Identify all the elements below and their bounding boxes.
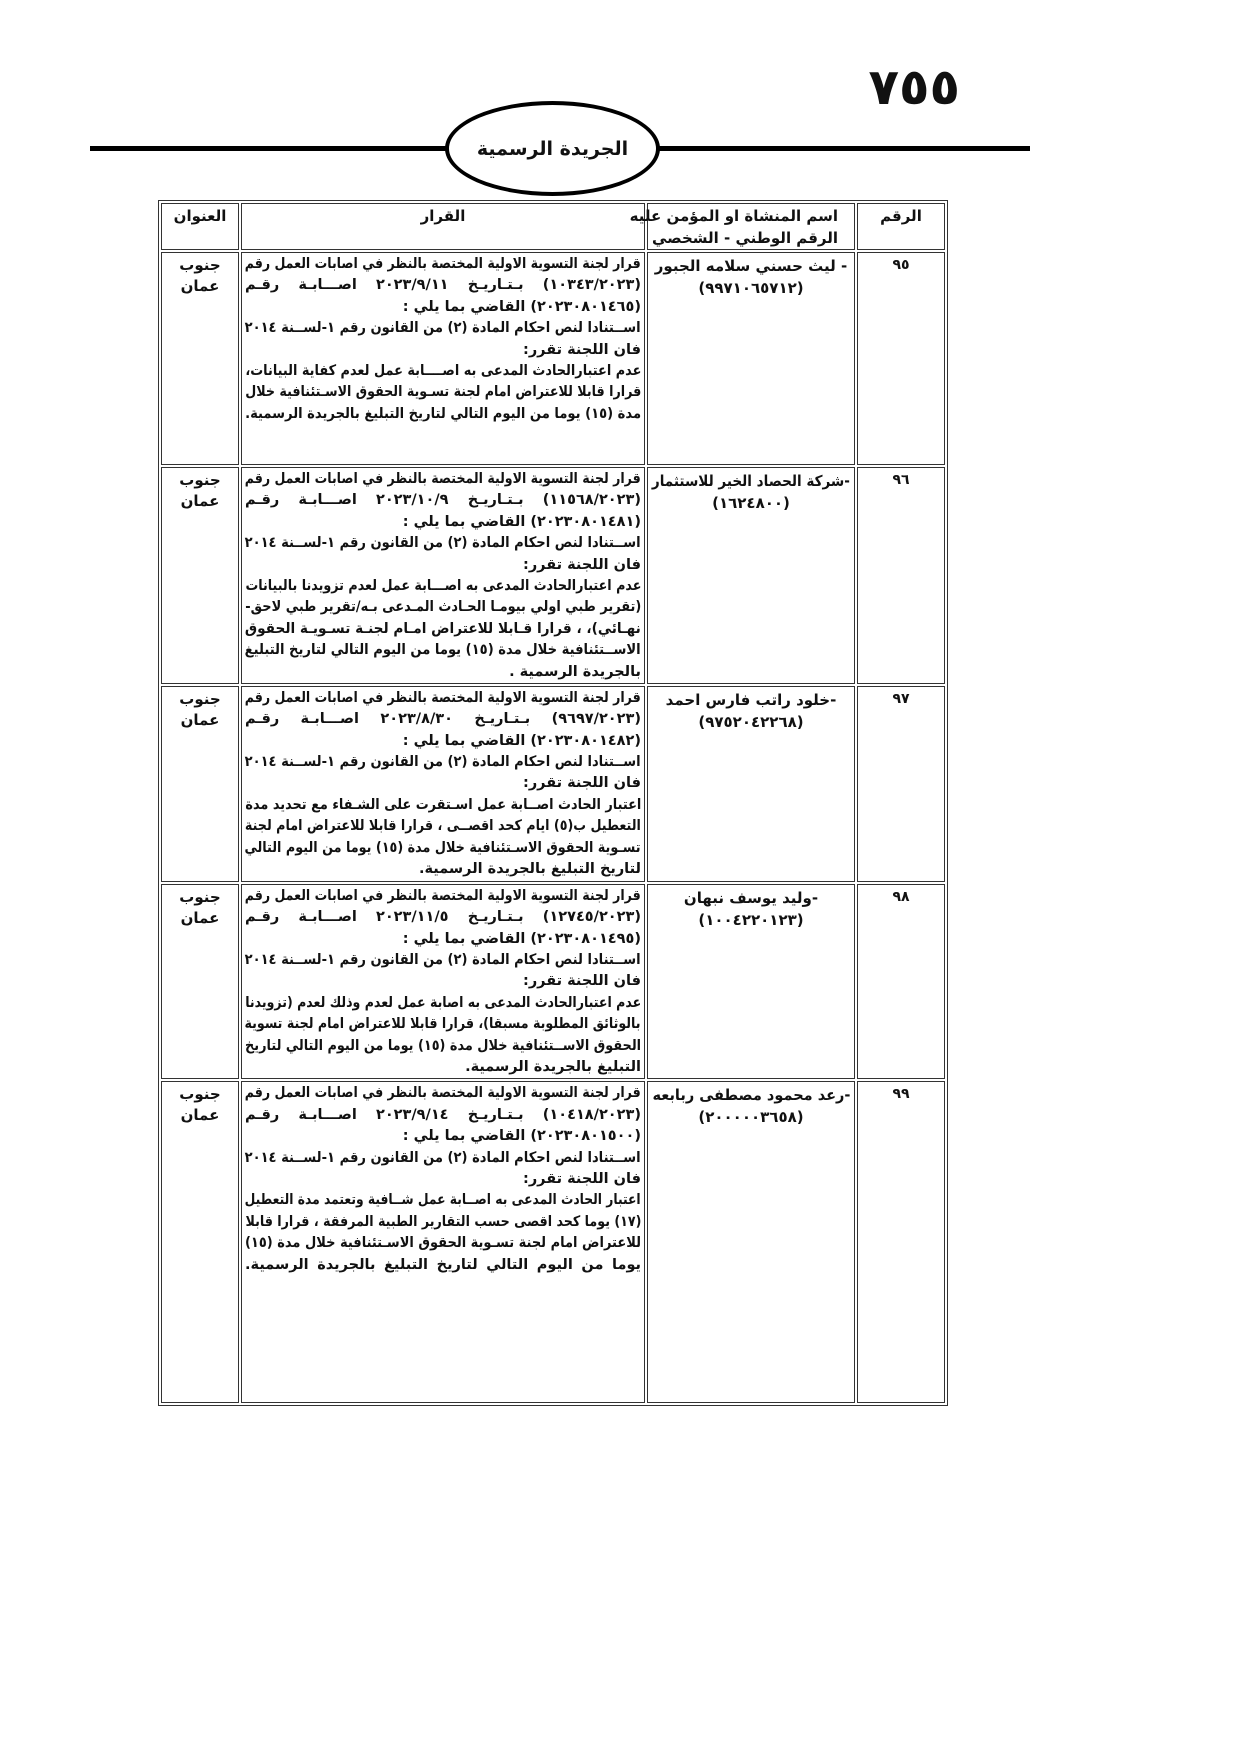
decision-text-line: [245, 318, 641, 339]
decision-text-line: [245, 907, 641, 928]
decision-cell: [241, 884, 645, 1080]
decision-text-line: [245, 1126, 641, 1147]
decision-text: (٢٠٢٣٠٨٠١٤٦٥) القاضي بما يلي :: [402, 298, 641, 315]
address-line: جنوب: [179, 689, 221, 708]
decision-text: لتاريخ التبليغ بالجريدة الرسمية.: [418, 861, 641, 878]
decision-text-line: [245, 1255, 641, 1276]
national-id-line: [652, 1106, 850, 1128]
decision-text: قرار لجنة التسوية الاولية المختصة بالنظر في اصابات العمل رقم: [244, 256, 641, 272]
table-row: [161, 884, 945, 1080]
name-cell: [647, 884, 855, 1080]
decision-text: التبليغ بالجريدة الرسمية.: [465, 1059, 641, 1076]
decision-text-line: [245, 886, 641, 907]
decision-text-line: [245, 816, 641, 837]
decision-text: الحقوق الاســتئنافية خلال مدة (١٥) يوما من اليوم التالي لتاريخ: [245, 1037, 641, 1054]
row-number: ٩٦: [892, 472, 910, 488]
decision-text: (١٧) يوما كحد اقصى حسب التقارير الطبية المرفقة ، قرارا قابلا: [245, 1213, 641, 1230]
address-line: جنوب: [179, 1085, 221, 1104]
address-line: جنوب: [179, 887, 221, 906]
insured-name-line: [652, 255, 850, 277]
decision-text: فان اللجنة تقرر:: [523, 973, 641, 990]
header-decision: [241, 203, 645, 250]
table-row: [161, 1081, 945, 1403]
address-line: عمان: [180, 710, 220, 729]
header-address-label: العنوان: [173, 207, 227, 225]
address-cell: [161, 252, 239, 465]
decision-text-line: [245, 340, 641, 361]
decision-text: (٢٠٢٣٠٨٠١٥٠٠) القاضي بما يلي :: [402, 1128, 641, 1145]
decision-text-line: [245, 971, 641, 992]
table-row: [161, 467, 945, 684]
decision-text-line: [245, 1036, 641, 1057]
decision-cell: [241, 686, 645, 882]
header-name-label: اسم المنشاة او المؤمن عليه: [629, 207, 838, 225]
decision-text: قرار لجنة التسوية الاولية المختصة بالنظر في اصابات العمل رقم: [244, 887, 641, 904]
decision-text-line: [245, 731, 641, 752]
number-cell: [857, 884, 945, 1080]
decision-text-line: [245, 619, 641, 640]
decision-text-line: [245, 1083, 641, 1104]
decisions-table: [158, 200, 948, 1406]
decision-text-line: [245, 404, 641, 425]
decision-text: اســتنادا لنص احكام المادة (٢) من القانون رقم ١-لســنة ٢٠١٤: [244, 952, 641, 969]
decision-text-line: [245, 254, 641, 275]
decision-text: بالوثائق المطلوبة مسبقا)، قرارا قابلا للاعتراض امام لجنة تسوية: [244, 1016, 641, 1033]
address-line: جنوب: [179, 256, 221, 274]
insured-name: -رعد محمود مصطفى ربابعه: [652, 1086, 850, 1105]
decision-text: (٢٠٢٣٠٨٠١٤٨٢) القاضي بما يلي :: [402, 732, 641, 749]
decision-cell: [241, 252, 645, 465]
decision-text-line: [245, 597, 641, 618]
header-number-label: الرقم: [880, 207, 922, 225]
decision-text: عدم اعتبارالحادث المدعى به اصـــابة عمل لعدم تزويدنا بالبيانات: [244, 577, 641, 594]
decision-text: (تقرير طبي اولي بيومـا الحـادث المـدعى بـه/تقرير طبي لاحق-: [244, 599, 641, 616]
number-cell: [857, 686, 945, 882]
header-oval: [445, 101, 660, 196]
decision-text-line: [245, 640, 641, 661]
table-row: [161, 686, 945, 882]
decision-text: (٩٦٩٧/٢٠٢٣) بـتـاريـخ ٢٠٢٣/٨/٣٠ اصـــابـة رقـم: [245, 711, 641, 728]
name-cell: [647, 1081, 855, 1403]
decision-text: قرار لجنة التسوية الاولية المختصة بالنظر في اصابات العمل رقم: [244, 1085, 641, 1102]
decision-text-line: [245, 1212, 641, 1233]
decision-text-line: [245, 688, 641, 709]
address-line: عمان: [180, 908, 220, 927]
decision-text: للاعتراض امام لجنة تسـوية الحقوق الاسـتئنافية خلال مدة (١٥): [245, 1235, 641, 1252]
decision-text-line: [245, 662, 641, 683]
row-number: ٩٥: [892, 257, 910, 273]
page-number: ٧٥٥: [868, 58, 960, 116]
insured-name-line: [652, 689, 850, 711]
table-header-row: [161, 203, 945, 250]
number-cell: [857, 1081, 945, 1403]
decision-text: فان اللجنة تقرر:: [523, 341, 641, 358]
decision-text: اعتبار الحادث اصــابة عمل اسـتقرت على الشـفاء مع تحديد مدة: [245, 796, 641, 813]
decision-text: (٢٠٢٣٠٨٠١٤٨١) القاضي بما يلي :: [402, 513, 641, 530]
decision-text-line: [245, 1057, 641, 1078]
row-number: ٩٧: [892, 690, 910, 707]
decision-text-line: [245, 795, 641, 816]
decision-text: قرار لجنة التسوية الاولية المختصة بالنظر في اصابات العمل رقم: [244, 689, 641, 706]
decision-text-line: [245, 1190, 641, 1211]
decision-text: تسـوية الحقوق الاسـتئنافية خلال مدة (١٥) يوما من اليوم التالي: [245, 839, 641, 856]
gazette-title: الجريدة الرسمية: [476, 137, 629, 160]
insured-name: -وليد يوسف نبهان: [683, 888, 819, 907]
name-cell: [647, 252, 855, 465]
decision-text: التعطيل ب(٥) ايام كحد اقصــى ، قرارا قابلا للاعتراض امام لجنة: [245, 818, 641, 835]
decision-text: اســتنادا لنص احكام المادة (٢) من القانون رقم ١-لســنة ٢٠١٤: [244, 320, 641, 337]
header-decision-label: القرار: [420, 207, 466, 225]
address-line: عمان: [180, 1106, 220, 1125]
decision-text-line: [245, 929, 641, 950]
decision-text: اســتنادا لنص احكام المادة (٢) من القانون رقم ١-لســنة ٢٠١٤: [244, 1149, 641, 1166]
decision-text-line: [245, 490, 641, 511]
decision-text: فان اللجنة تقرر:: [523, 556, 641, 573]
decision-text-line: [245, 859, 641, 880]
national-id: (١٠٠٤٢٢٠١٢٣): [698, 910, 804, 929]
decision-text: الاســتئنافية خلال مدة (١٥) يوما من اليوم التالي لتاريخ التبليغ: [244, 642, 641, 659]
national-id-line: [652, 492, 850, 514]
decision-text-line: [245, 1233, 641, 1254]
header-national-id-label: الرقم الوطني - الشخصي: [652, 229, 838, 247]
table-row: [161, 252, 945, 465]
decision-text-line: [245, 1148, 641, 1169]
decision-text-line: [245, 576, 641, 597]
decision-text: عدم اعتبارالحادث المدعى به اصابة عمل لعدم وذلك لعدم (تزويدنا: [245, 994, 641, 1011]
decision-text: (٢٠٢٣٠٨٠١٤٩٥) القاضي بما يلي :: [402, 930, 641, 947]
national-id: (٢٠٠٠٠٠٣٦٥٨): [698, 1108, 804, 1127]
decision-text-line: [245, 361, 641, 382]
decision-text-line: [245, 533, 641, 554]
insured-name-line: [652, 470, 850, 492]
decision-text-line: [245, 1014, 641, 1035]
address-line: جنوب: [179, 471, 221, 489]
national-id: (٩٩٧١٠٦٥٧١٢): [698, 279, 804, 297]
decision-text: (١٢٧٤٥/٢٠٢٣) بـتـاريـخ ٢٠٢٣/١١/٥ اصـــابـة رقـم: [245, 909, 641, 926]
decision-text-line: [245, 1105, 641, 1126]
decision-text: قرارا قابلا للاعتراض امام لجنة تسـوية الحقوق الاسـتئنافية خلال: [244, 384, 641, 401]
number-cell: [857, 467, 945, 684]
decision-text: بالجريدة الرسمية .: [509, 663, 641, 680]
national-id-line: [652, 909, 850, 931]
address-line: عمان: [180, 277, 220, 295]
decision-text: (١١٥٦٨/٢٠٢٣) بـتـاريـخ ٢٠٢٣/١٠/٩ اصـــابـة رقـم: [245, 492, 641, 509]
name-cell: [647, 467, 855, 684]
decision-cell: [241, 1081, 645, 1403]
decision-text-line: [245, 555, 641, 576]
name-cell: [647, 686, 855, 882]
decision-text: اعتبار الحادث المدعى به اصــابة عمل شــافية وتعتمد مدة التعطيل: [245, 1192, 641, 1209]
insured-name: -خلود راتب فارس احمد: [665, 690, 837, 709]
insured-name: -شركة الحصاد الخير للاستثمار: [652, 472, 850, 490]
decision-text-line: [245, 773, 641, 794]
decision-text-line: [245, 950, 641, 971]
decision-text-line: [245, 752, 641, 773]
header-address: [161, 203, 239, 250]
header-name: [629, 203, 855, 250]
decision-text: فان اللجنة تقرر:: [523, 775, 641, 792]
decision-text-line: [245, 382, 641, 403]
decision-text: اســتنادا لنص احكام المادة (٢) من القانون رقم ١-لســنة ٢٠١٤: [244, 535, 641, 552]
decision-text-line: [245, 275, 641, 296]
decision-text: نهـائي)، ، قرارا قـابلا للاعتراض امـام لجنـة تسـويـة الحقوق: [245, 620, 641, 637]
decision-text-line: [245, 709, 641, 730]
decision-text-line: [245, 469, 641, 490]
decision-text-line: [245, 838, 641, 859]
decision-text: فان اللجنة تقرر:: [523, 1170, 641, 1187]
decision-text: عدم اعتبارالحادث المدعى به اصــــابة عمل لعدم كفاية البيانات،: [244, 362, 641, 379]
address-line: عمان: [180, 492, 220, 510]
header-number: [857, 203, 945, 250]
national-id: (٩٧٥٢٠٤٢٢٦٨): [698, 712, 804, 731]
row-number: ٩٨: [892, 888, 910, 905]
row-number: ٩٩: [892, 1086, 910, 1103]
table-body: [161, 252, 945, 1403]
decision-text-line: [245, 512, 641, 533]
decision-text: (١٠٣٤٣/٢٠٢٣) بـتـاريـخ ٢٠٢٣/٩/١١ اصـــابـة رقـم: [245, 277, 641, 294]
decision-text: اســتنادا لنص احكام المادة (٢) من القانون رقم ١-لســنة ٢٠١٤: [244, 754, 641, 771]
national-id: (١٦٢٤٨٠٠): [712, 494, 790, 512]
decision-cell: [241, 467, 645, 684]
national-id-line: [652, 711, 850, 733]
decision-text: قرار لجنة التسوية الاولية المختصة بالنظر في اصابات العمل رقم: [244, 471, 641, 487]
national-id-line: [652, 277, 850, 299]
decision-text: يوما من اليوم التالي لتاريخ التبليغ بالجريدة الرسمية.: [245, 1256, 641, 1273]
insured-name: - ليث حسني سلامه الجبور: [654, 257, 848, 275]
decision-text-line: [245, 993, 641, 1014]
number-cell: [857, 252, 945, 465]
insured-name-line: [652, 1084, 850, 1106]
decision-text: (١٠٤١٨/٢٠٢٣) بـتـاريـخ ٢٠٢٣/٩/١٤ اصـــابـة رقـم: [245, 1106, 641, 1123]
decision-text: مدة (١٥) يوما من اليوم التالي لتاريخ التبليغ بالجريدة الرسمية.: [244, 405, 641, 422]
insured-name-line: [652, 887, 850, 909]
decision-text-line: [245, 1169, 641, 1190]
decision-text-line: [245, 297, 641, 318]
